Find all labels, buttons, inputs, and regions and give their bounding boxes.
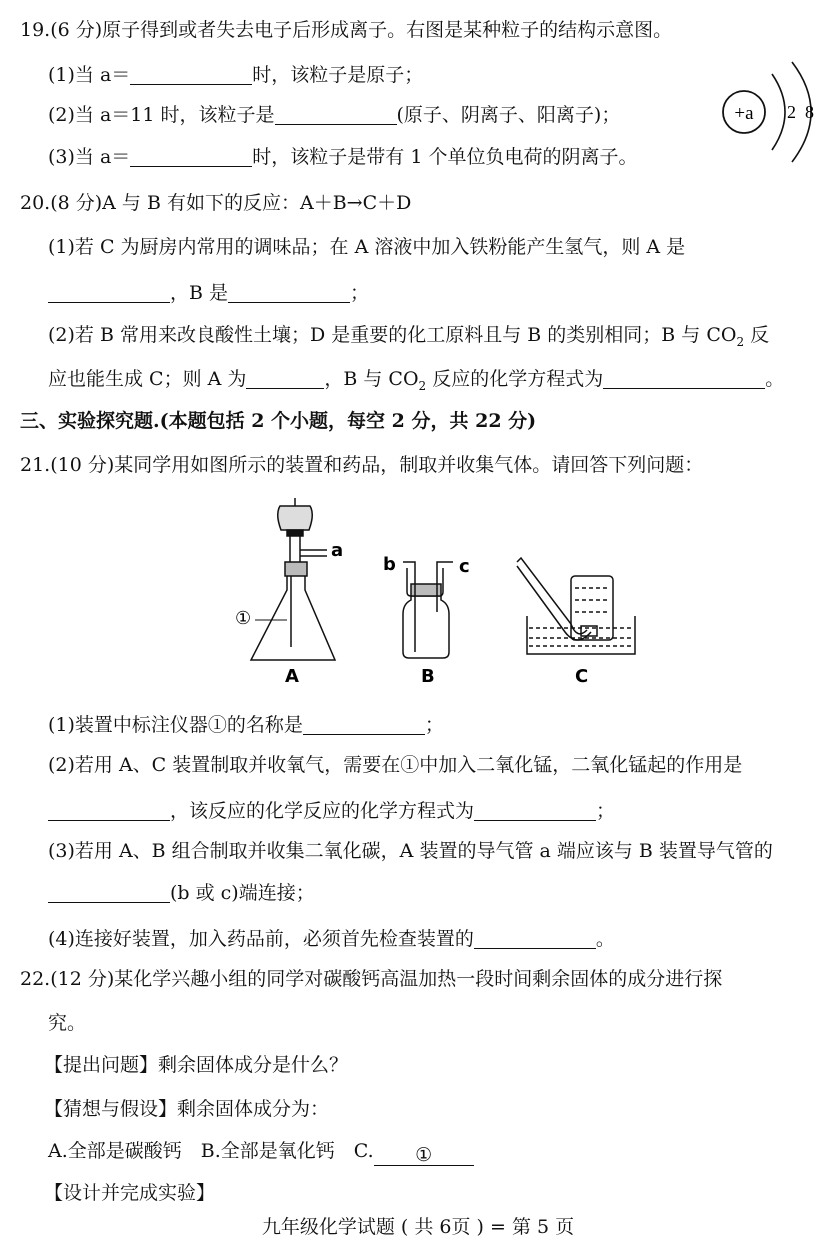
apparatus-a: [251, 498, 335, 660]
q19-part1-text2: 时，该粒子是原子；: [252, 64, 424, 86]
tube-b-label: b: [383, 554, 396, 575]
q21-part4-text: (4)连接好装置，加入药品前，必须首先检查装置的: [48, 928, 474, 950]
apparatus-c: [517, 558, 635, 654]
q21-part1: [48, 712, 444, 738]
q20-part1-text2: ，B 是: [170, 282, 229, 304]
subscript: 2: [736, 334, 745, 349]
answer-blank[interactable]: [48, 282, 170, 303]
marker-1: ①: [235, 608, 252, 629]
q19-stem: 19.(6 分)原子得到或者失去电子后形成离子。右图是某种粒子的结构示意图。: [20, 19, 673, 41]
q20-part2-text5: 反应的化学方程式为: [426, 368, 604, 390]
page-footer: 九年级化学试题 ( 共 6页 ) = 第 5 页: [261, 1216, 575, 1238]
q20-part2-text3: 应也能生成 C；则 A 为: [48, 368, 247, 390]
nucleus-charge: +a: [734, 103, 754, 124]
q21-part3: (3)若用 A、B 组合制取并收集二氧化碳，A 装置的导气管 a 端应该与 B 装置导气管的: [48, 840, 773, 862]
q19-part2: [48, 102, 620, 128]
q19-part1-text: (1)当 a＝: [48, 64, 131, 86]
q19-part3-text: (3)当 a＝: [48, 146, 131, 168]
q22-hypothesis: 【猜想与假设】剩余固体成分为：: [44, 1098, 330, 1120]
q22-stem: 22.(12 分)某化学兴趣小组的同学对碳酸钙高温加热一段时间剩余固体的成分进行探: [20, 968, 723, 990]
q20-part1: (1)若 C 为厨房内常用的调味品；在 A 溶液中加入铁粉能产生氢气，则 A 是: [48, 236, 686, 258]
apparatus-figure: [225, 492, 645, 692]
q20-part2-text6: 。: [765, 368, 785, 390]
q21-part1-text2: ；: [424, 714, 444, 736]
label-a: A: [285, 666, 299, 687]
electron-shell-1: [772, 74, 785, 150]
label-c: C: [575, 666, 589, 687]
q20-part1-text3: ；: [350, 282, 370, 304]
q21-stem: 21.(10 分)某同学用如图所示的装置和药品，制取并收集气体。请回答下列问题：: [20, 454, 704, 476]
answer-blank[interactable]: [228, 282, 350, 303]
q21-part3-text2: (b 或 c)端连接；: [170, 882, 315, 904]
q20-part2-cont: [48, 366, 784, 399]
q21-part2-cont: [48, 798, 615, 824]
q20-part2-text4: ，B 与 CO: [324, 368, 419, 390]
label-b: B: [421, 666, 435, 687]
q21-part4-text2: 。: [595, 928, 615, 950]
shell-2-count: 8: [805, 102, 814, 122]
q21-part2-text2: ，该反应的化学反应的化学方程式为: [170, 800, 475, 822]
answer-blank[interactable]: [474, 800, 596, 821]
q20-part2-text: (2)若 B 常用来改良酸性土壤；D 是重要的化工原料且与 B 的类别相同；B 与 CO: [48, 324, 737, 346]
answer-blank[interactable]: ①: [374, 1145, 474, 1166]
q21-part3-cont: [48, 880, 315, 906]
answer-blank[interactable]: [48, 800, 170, 821]
q19-part3: [48, 144, 637, 170]
q22-question: 【提出问题】剩余固体成分是什么？: [44, 1054, 349, 1076]
q21-part2: (2)若用 A、C 装置制取并收氧气，需要在①中加入二氧化锰，二氧化锰起的作用是: [48, 754, 743, 776]
tube-a-label: a: [331, 540, 344, 561]
answer-blank[interactable]: [130, 64, 252, 85]
q20-stem: 20.(8 分)A 与 B 有如下的反应：A＋B→C＋D: [20, 192, 412, 214]
apparatus-b: [403, 562, 453, 658]
q21-part1-text: (1)装置中标注仪器①的名称是: [48, 714, 303, 736]
q22-design: 【设计并完成实验】: [44, 1182, 216, 1204]
answer-blank[interactable]: [48, 882, 170, 903]
q20-part1-cont: [48, 280, 369, 306]
q21-part4: [48, 926, 615, 952]
q22-stem-cont: 究。: [48, 1012, 87, 1034]
q21-part2-text3: ；: [596, 800, 616, 822]
answer-blank[interactable]: [603, 368, 765, 389]
q22-options: [48, 1138, 474, 1166]
answer-blank[interactable]: [474, 928, 596, 949]
q19-part2-text2: (原子、阴离子、阳离子)；: [396, 104, 621, 126]
tube-c-label: c: [459, 556, 470, 577]
shell-1-count: 2: [787, 102, 796, 122]
answer-blank[interactable]: [303, 714, 425, 735]
q22-options-text: A.全部是碳酸钙 B.全部是氧化钙 C.: [48, 1140, 374, 1162]
q20-part2: [48, 322, 769, 355]
particle-structure-diagram: [712, 60, 824, 170]
answer-blank[interactable]: [246, 368, 324, 389]
answer-blank[interactable]: [275, 104, 397, 125]
answer-blank[interactable]: [130, 146, 252, 167]
q19-part1: [48, 62, 423, 88]
q19-part2-text: (2)当 a＝11 时，该粒子是: [48, 104, 275, 126]
q19-part3-text2: 时，该粒子是带有 1 个单位负电荷的阴离子。: [252, 146, 638, 168]
section-3-title: 三、实验探究题.(本题包括 2 个小题，每空 2 分，共 22 分): [20, 410, 537, 432]
q20-part2-text2: 反: [744, 324, 770, 346]
subscript: 2: [418, 378, 427, 393]
